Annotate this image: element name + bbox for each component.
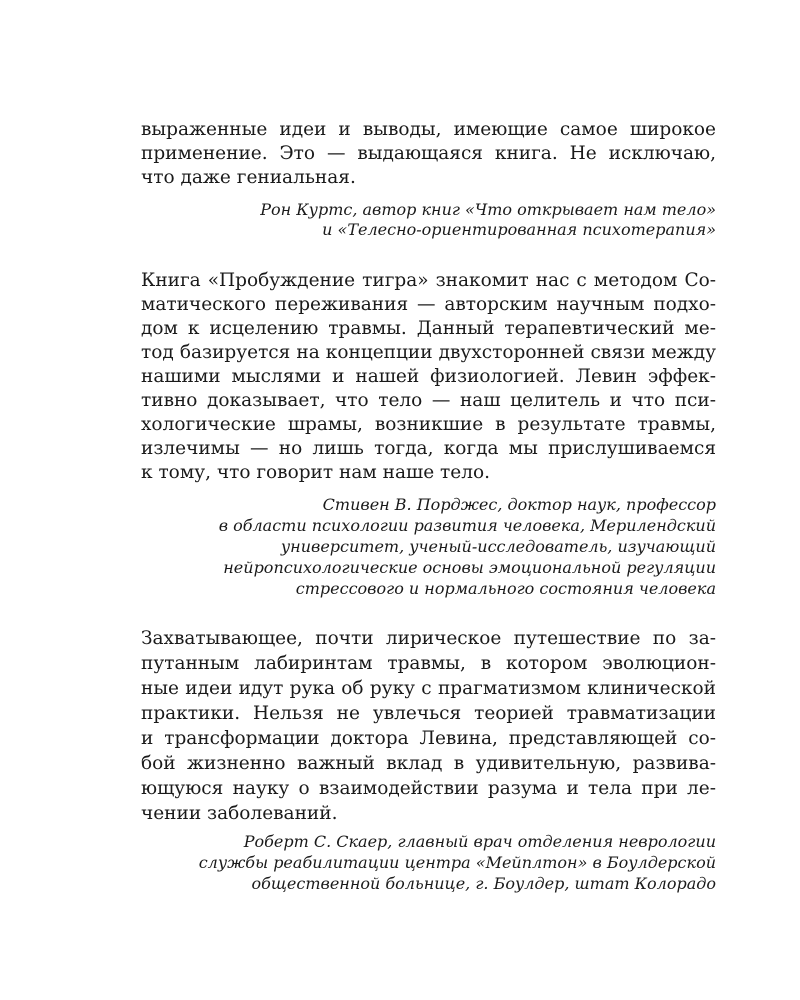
quote-text-line: излечимы — но лишь тогда, когда мы прислушиваемся: [141, 438, 716, 459]
quote-attribution-line: общественной больнице, г. Боулдер, штат Колорадо: [251, 874, 716, 893]
quote-text-line: Захватывающее, почти лирическое путешествие по за-: [141, 628, 716, 649]
quote-text-line: чении заболеваний.: [141, 803, 338, 824]
quote-attribution-line: стрессового и нормального состояния человека: [295, 579, 716, 598]
quote-attribution-line: Стивен В. Порджес, доктор наук, профессор: [322, 495, 716, 514]
quote-text-line: ющуюся науку о взаимодействии разума и тела при ле-: [141, 778, 716, 799]
quote-attribution-line: Рон Куртс, автор книг «Что открывает нам тело»: [260, 200, 716, 219]
quote-attribution-line: службы реабилитации центра «Мейплтон» в Боулдерской: [198, 853, 716, 872]
quote-text-line: что даже гениальная.: [141, 167, 356, 188]
quote-attribution-line: университет, ученый-исследователь, изучающий: [280, 537, 716, 556]
quote-text-line: к тому, что говорит нам наше тело.: [141, 462, 490, 483]
quote-text-line: применение. Это — выдающаяся книга. Не исключаю,: [141, 143, 716, 164]
quote-text-line: выраженные идеи и выводы, имеющие самое широкое: [141, 119, 716, 140]
quote-text-line: нашими мыслями и нашей физиологией. Левин эффек-: [141, 366, 716, 387]
quote-attribution-line: в области психологии развития человека, Мерилендский: [218, 516, 716, 535]
quote-text-line: практики. Нельзя не увлечься теорией травматизации: [141, 703, 716, 724]
quote-text-line: бой жизненно важный вклад в удивительную, развива-: [141, 753, 716, 774]
quote-attribution-line: нейропсихологические основы эмоциональной регуляции: [223, 558, 716, 577]
quote-text-line: ные идеи идут рука об руку с прагматизмом клинической: [141, 678, 716, 699]
quote-text-line: тод базируется на концепции двухсторонней связи между: [141, 342, 716, 363]
quote-text-line: матического переживания — авторским научным подхо-: [141, 294, 716, 315]
quote-attribution-line: и «Телесно-ориентированная психотерапия»: [322, 220, 716, 239]
quote-text-line: и трансформации доктора Левина, представляющей со-: [141, 728, 716, 749]
quote-text-line: дом к исцелению травмы. Данный терапевтический ме-: [141, 318, 716, 339]
quote-text-line: хологические шрамы, возникшие в результате травмы,: [141, 414, 716, 435]
quote-text-line: путанным лабиринтам травмы, в котором эволюцион-: [141, 653, 716, 674]
quote-attribution-line: Роберт С. Скаер, главный врач отделения неврологии: [243, 832, 716, 851]
quote-text-line: Книга «Пробуждение тигра» знакомит нас с методом Со-: [141, 270, 716, 291]
quote-text-line: тивно доказывает, что тело — наш целитель и что пси-: [141, 390, 716, 411]
